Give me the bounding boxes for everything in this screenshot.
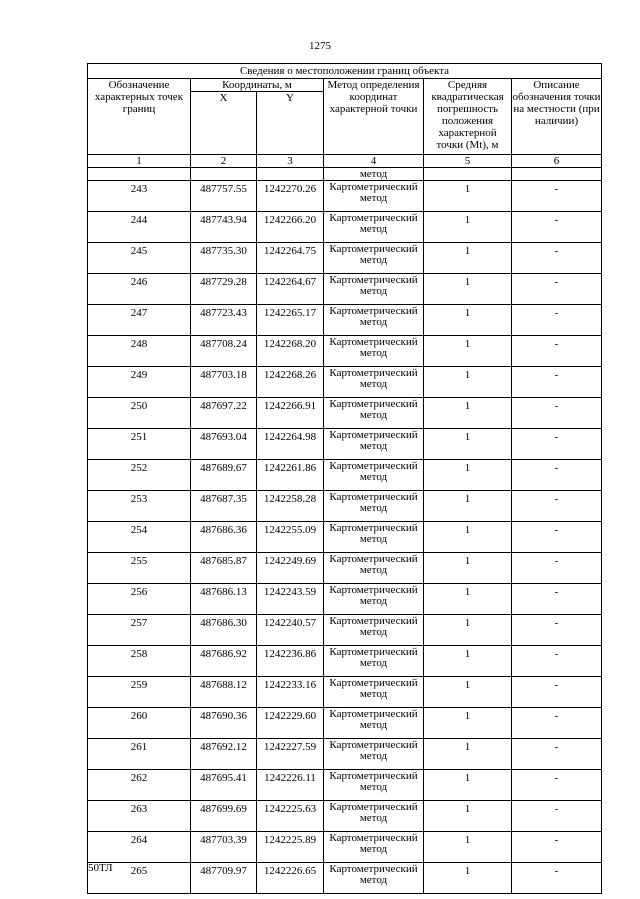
cell-error: 1 [424,646,512,677]
cell-point: 245 [88,243,191,274]
header-method: Метод определения координат характерной точки [324,79,424,155]
page-number: 1275 [309,40,331,52]
cell-description: - [512,646,602,677]
cell-x: 487695.41 [191,770,257,801]
cell-error: 1 [424,584,512,615]
table-row [88,677,602,708]
cell-y: 1242268.26 [257,367,324,398]
cell-method: Картометрический метод [324,863,424,894]
cell-y: 1242266.91 [257,398,324,429]
cell-error: 1 [424,429,512,460]
cell-x: 487686.30 [191,615,257,646]
cell-description: - [512,522,602,553]
table-row [88,863,602,894]
cell-point: 249 [88,367,191,398]
cell-x: 487690.36 [191,708,257,739]
cell-description: - [512,739,602,770]
cell-y: 1242243.59 [257,584,324,615]
cell-error: 1 [424,460,512,491]
cell-description: - [512,305,602,336]
cell-description: - [512,212,602,243]
cell-x: 487723.43 [191,305,257,336]
cell-point: 248 [88,336,191,367]
cell-error: 1 [424,770,512,801]
cell-x: 487689.67 [191,460,257,491]
cell-x: 487703.39 [191,832,257,863]
cell-method: Картометрический метод [324,429,424,460]
cell-description: - [512,491,602,522]
cell-description: - [512,553,602,584]
cell-y: 1242264.67 [257,274,324,305]
table-row [88,553,602,584]
cell-point: 255 [88,553,191,584]
cell-method: Картометрический метод [324,646,424,677]
cell-x: 487686.92 [191,646,257,677]
table-row [88,181,602,212]
table-row [88,274,602,305]
cell-method: Картометрический метод [324,739,424,770]
cell-description: - [512,801,602,832]
table-row [88,708,602,739]
cell-point: 252 [88,460,191,491]
cell-error: 1 [424,243,512,274]
cell-point: 264 [88,832,191,863]
cell-description: - [512,615,602,646]
table-row [88,243,602,274]
cell-method: Картометрический метод [324,770,424,801]
cell-point: 259 [88,677,191,708]
column-number: 1 [88,155,191,168]
table-row [88,491,602,522]
cell-y: 1242240.57 [257,615,324,646]
cell-x: 487686.36 [191,522,257,553]
cell-point: 260 [88,708,191,739]
cell-error: 1 [424,739,512,770]
table-row [88,367,602,398]
cell-method: Картометрический метод [324,305,424,336]
cell-description: - [512,770,602,801]
cell-method: Картометрический метод [324,491,424,522]
cell-point: 247 [88,305,191,336]
table-row [88,584,602,615]
cell-description: - [512,584,602,615]
cell-y: 1242236.86 [257,646,324,677]
cell-error: 1 [424,305,512,336]
cell-error: 1 [424,615,512,646]
cell-error: 1 [424,181,512,212]
cell-y: 1242233.16 [257,677,324,708]
cell-y: 1242270.26 [257,181,324,212]
cell-point: 258 [88,646,191,677]
table-row [88,739,602,770]
cell-x: 487757.55 [191,181,257,212]
cell-error: 1 [424,832,512,863]
header-x: X [191,92,257,155]
table-row [88,212,602,243]
cell-y: 1242225.89 [257,832,324,863]
cell-method: Картометрический метод [324,460,424,491]
cell-y: 1242225.63 [257,801,324,832]
cell-method: Картометрический метод [324,522,424,553]
cell-y: 1242258.28 [257,491,324,522]
cell-point: 256 [88,584,191,615]
cell-x: 487743.94 [191,212,257,243]
cell-y: 1242266.20 [257,212,324,243]
cell-y: 1242261.86 [257,460,324,491]
cell-error: 1 [424,336,512,367]
cell-x: 487687.35 [191,491,257,522]
cell-description: - [512,863,602,894]
cell-point: 254 [88,522,191,553]
table-row [88,522,602,553]
cell-x: 487709.97 [191,863,257,894]
cell-x: 487697.22 [191,398,257,429]
cell-error: 1 [424,708,512,739]
cell-y: 1242264.75 [257,243,324,274]
cell-point: 257 [88,615,191,646]
cell-method: Картометрический метод [324,212,424,243]
cell-description: - [512,336,602,367]
cell-x: 487685.87 [191,553,257,584]
header-point: Обозначение характерных точек границ [88,79,191,155]
cell-y: 1242226.65 [257,863,324,894]
cell-method: Картометрический метод [324,584,424,615]
cell-x: 487699.69 [191,801,257,832]
cell-description: - [512,181,602,212]
footer-code: 50ТЛ [88,862,113,874]
cell-y: 1242229.60 [257,708,324,739]
cell-x: 487686.13 [191,584,257,615]
cell-method: Картометрический метод [324,801,424,832]
cell-point: 244 [88,212,191,243]
cell-method: Картометрический метод [324,615,424,646]
cell-point: 261 [88,739,191,770]
table-row [88,770,602,801]
cell-method: Картометрический метод [324,243,424,274]
cell-point: 250 [88,398,191,429]
cell-point: 246 [88,274,191,305]
cell-method: Картометрический метод [324,677,424,708]
cell-description: - [512,708,602,739]
cell-error: 1 [424,491,512,522]
cell-point: 265 [88,863,191,894]
cell-point: 253 [88,491,191,522]
cell-point: 263 [88,801,191,832]
cell-x: 487708.24 [191,336,257,367]
table-row [88,832,602,863]
column-number: 6 [512,155,602,168]
cell-y: 1242227.59 [257,739,324,770]
cell-description: - [512,398,602,429]
cell-point: 251 [88,429,191,460]
cell-y: 1242255.09 [257,522,324,553]
cell-y: 1242265.17 [257,305,324,336]
cell-description: - [512,243,602,274]
cell-y: 1242249.69 [257,553,324,584]
cell-error: 1 [424,212,512,243]
table-title: Сведения о местоположении границ объекта [88,64,602,79]
cell-method: Картометрический метод [324,708,424,739]
cell-method: Картометрический метод [324,367,424,398]
cell-error: 1 [424,522,512,553]
table-row [88,398,602,429]
table-row [88,429,602,460]
cell-x: 487703.18 [191,367,257,398]
table-row [88,305,602,336]
cell-y: 1242268.20 [257,336,324,367]
cell-method: Картометрический метод [324,553,424,584]
cell-x: 487693.04 [191,429,257,460]
cell-x: 487692.12 [191,739,257,770]
cell-error: 1 [424,398,512,429]
cell-y: 1242226.11 [257,770,324,801]
continuation-row [88,168,602,181]
table-row [88,615,602,646]
header-error: Средняя квадратическая погрешность положения характерной точки (Mt), м [424,79,512,155]
cell-y: 1242264.98 [257,429,324,460]
table-row [88,336,602,367]
cell-description: - [512,274,602,305]
cell-error: 1 [424,274,512,305]
boundary-coordinates-table [87,63,602,894]
cell-x: 487688.12 [191,677,257,708]
cell-point: 262 [88,770,191,801]
column-number: 4 [324,155,424,168]
cell-description: - [512,460,602,491]
header-coordinates: Координаты, м [191,79,324,92]
column-number: 3 [257,155,324,168]
header-y: Y [257,92,324,155]
continuation-method-text: метод [324,168,424,181]
cell-description: - [512,367,602,398]
column-number: 5 [424,155,512,168]
table-row [88,460,602,491]
cell-description: - [512,677,602,708]
header-description: Описание обозначения точки на местности (при наличии) [512,79,602,155]
cell-error: 1 [424,367,512,398]
cell-method: Картометрический метод [324,336,424,367]
cell-method: Картометрический метод [324,181,424,212]
table-row [88,801,602,832]
cell-error: 1 [424,677,512,708]
cell-error: 1 [424,553,512,584]
cell-x: 487729.28 [191,274,257,305]
cell-description: - [512,429,602,460]
cell-method: Картометрический метод [324,832,424,863]
cell-point: 243 [88,181,191,212]
cell-method: Картометрический метод [324,398,424,429]
cell-method: Картометрический метод [324,274,424,305]
cell-error: 1 [424,801,512,832]
column-number: 2 [191,155,257,168]
cell-description: - [512,832,602,863]
table-row [88,646,602,677]
cell-x: 487735.30 [191,243,257,274]
cell-error: 1 [424,863,512,894]
